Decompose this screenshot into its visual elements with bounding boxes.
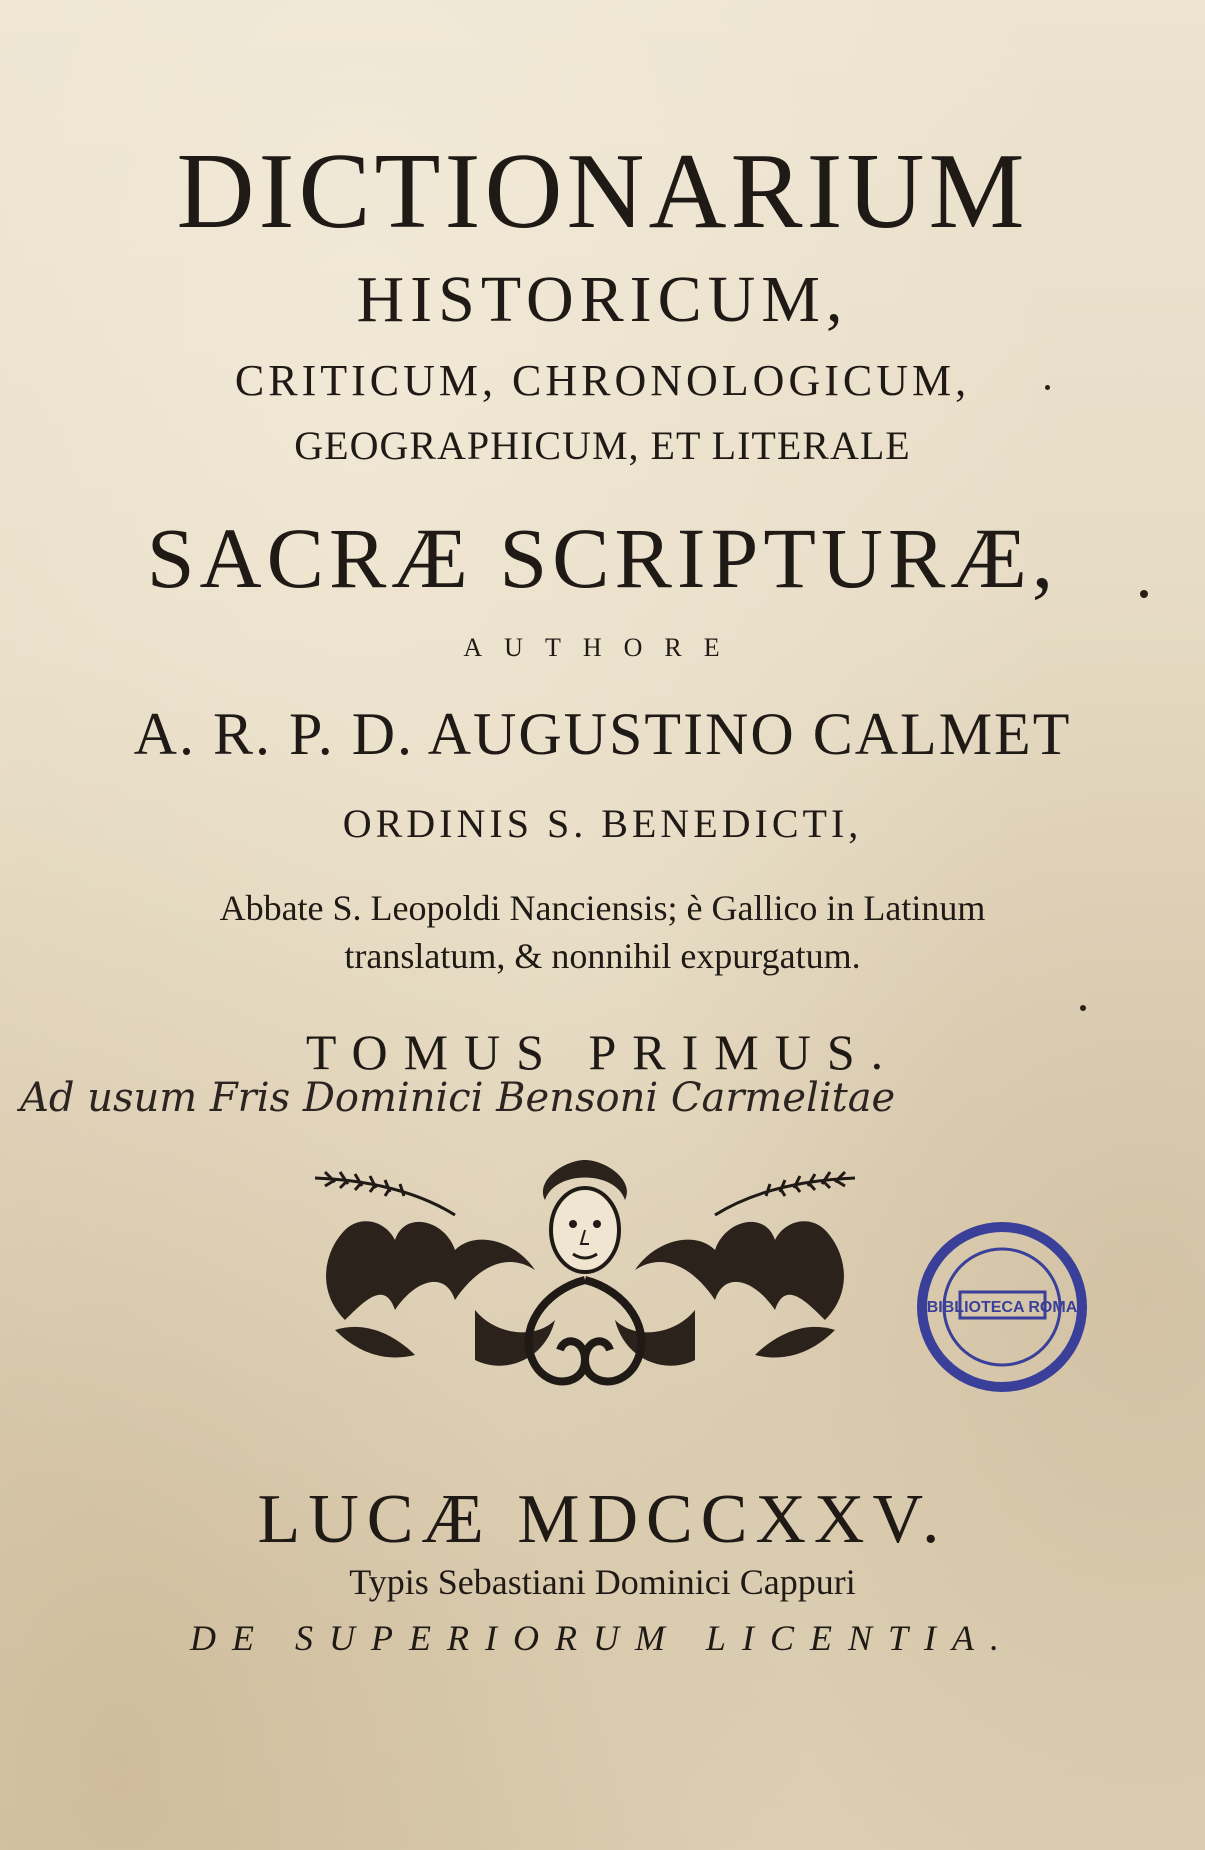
main-title: DICTIONARIUM (176, 132, 1029, 251)
handwritten-inscription: Ad usum Fris Dominici Bensoni Carmelitae (20, 1075, 896, 1121)
subtitle-historicum: HISTORICUM, (356, 263, 849, 336)
subtitle-geographicum: GEOGRAPHICUM, ET LITERALE (294, 423, 911, 468)
author-name: A. R. P. D. AUGUSTINO CALMET (133, 701, 1072, 767)
volume-label: TOMUS PRIMUS. (305, 1024, 900, 1080)
ink-speck (1045, 385, 1050, 390)
ink-speck (1140, 590, 1148, 598)
author-label: AUTHORE (463, 633, 742, 662)
place-and-date: LUCÆ MDCCXXV. (257, 1481, 948, 1558)
stamp-text: BIBLIOTECA ROMA (926, 1299, 1078, 1316)
religious-order: ORDINIS S. BENEDICTI, (342, 801, 863, 846)
subtitle-sacrae-scripturae: SACRÆ SCRIPTURÆ, (146, 510, 1059, 606)
ink-speck (1080, 1005, 1086, 1011)
printer-line: Typis Sebastiani Dominici Cappuri (349, 1562, 856, 1602)
subtitle-criticum: CRITICUM, CHRONOLOGICUM, (234, 356, 971, 405)
abbot-line-2: translatum, & nonnihil expurgatum. (344, 936, 861, 976)
licence-line: DE SUPERIORUM LICENTIA. (190, 1618, 1015, 1658)
printers-ornament-icon (305, 1160, 865, 1400)
abbot-line-1: Abbate S. Leopoldi Nanciensis; è Gallico in Latinum (219, 888, 986, 928)
library-stamp-icon (915, 1220, 1090, 1395)
